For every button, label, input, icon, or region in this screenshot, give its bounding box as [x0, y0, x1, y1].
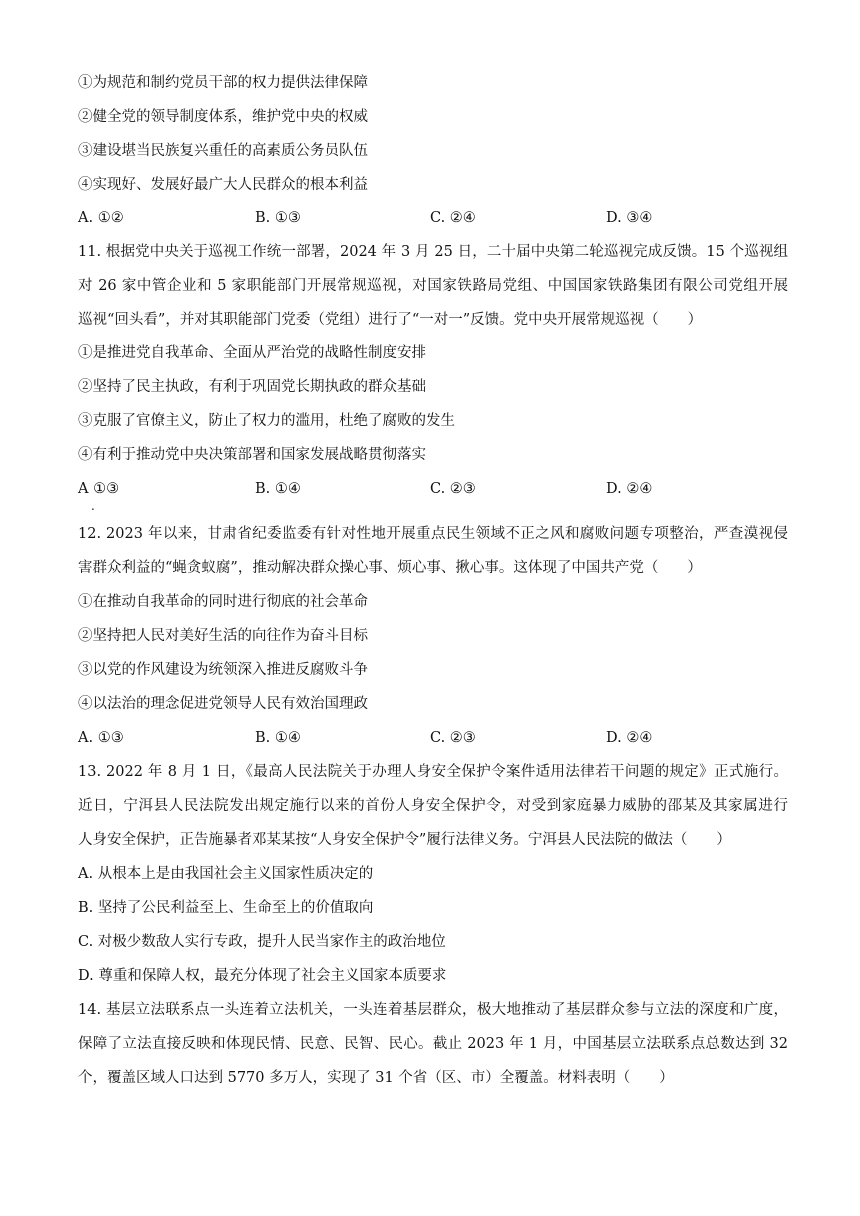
q13-stem-line-2: 近日，宁洱县人民法院发出规定施行以来的首份人身安全保护令，对受到家庭暴力威胁的邵某及其家属进行: [78, 798, 788, 814]
q11-item-3: ③克服了官僚主义，防止了权力的滥用，杜绝了腐败的发生: [78, 413, 455, 429]
q11-item-4: ④有利于推动党中央决策部署和国家发展战略贯彻落实: [78, 447, 426, 463]
q11-options: [78, 479, 798, 513]
q10-option-d[interactable]: D. ③④: [606, 210, 653, 226]
q12-stem-line-1: 12. 2023 年以来，甘肃省纪委监委有针对性地开展重点民生领域不正之风和腐败问题专项整治，严查漠视侵: [78, 526, 788, 542]
q14-stem-line-2: 保障了立法直接反映和体现民情、民意、民智、民心。截止 2023 年 1 月，中国基层立法联系点总数达到 32: [78, 1036, 788, 1052]
q10-item-1: ①为规范和制约党员干部的权力提供法律保障: [78, 75, 368, 91]
q13-stem-line-1: 13. 2022 年 8 月 1 日，《最高人民法院关于办理人身安全保护令案件适用法律若干问题的规定》正式施行。: [78, 764, 788, 780]
q12-item-4: ④以法治的理念促进党领导人民有效治国理政: [78, 696, 368, 712]
q13-choice-c[interactable]: C. 对极少数敌人实行专政，提升人民当家作主的政治地位: [78, 934, 446, 950]
q11-option-d[interactable]: D. ②④: [606, 481, 653, 497]
q12-item-1: ①在推动自我革命的同时进行彻底的社会革命: [78, 594, 368, 610]
q12-stem-line-2: 害群众利益的“蝇贪蚁腐”，推动解决群众操心事、烦心事、揪心事。这体现了中国共产党（ ）: [78, 560, 702, 576]
q12-options: [78, 728, 798, 748]
q12-option-a[interactable]: A. ①③: [78, 730, 124, 746]
q11-stem-line-2: 对 26 家中管企业和 5 家职能部门开展常规巡视，对国家铁路局党组、中国国家铁路集团有限公司党组开展: [78, 278, 788, 294]
q12-option-d[interactable]: D. ②④: [606, 730, 653, 746]
q11-stem-line-3: 巡视“回头看”，并对其职能部门党委（党组）进行了“一对一”反馈。党中央开展常规巡视（ ）: [78, 312, 703, 328]
q11-option-b[interactable]: B. ①④: [255, 481, 301, 497]
q13-choice-a[interactable]: A. 从根本上是由我国社会主义国家性质决定的: [78, 866, 374, 882]
q11-option-a[interactable]: A ①③: [78, 481, 120, 497]
q11-stem-line-1: 11. 根据党中央关于巡视工作统一部署，2024 年 3 月 25 日，二十届中央第二轮巡视完成反馈。15 个巡视组: [78, 244, 788, 260]
q13-stem-line-3: 人身安全保护，正告施暴者邓某某按“人身安全保护令”履行法律义务。宁洱县人民法院的做法（ ）: [78, 832, 731, 848]
q10-item-2: ②健全党的领导制度体系，维护党中央的权威: [78, 109, 368, 125]
q11-item-2: ②坚持了民主执政，有利于巩固党长期执政的群众基础: [78, 379, 426, 395]
q12-item-3: ③以党的作风建设为统领深入推进反腐败斗争: [78, 662, 368, 678]
q11-stray-mark: .: [91, 499, 95, 513]
q11-option-c[interactable]: C. ②③: [430, 481, 476, 497]
q10-item-3: ③建设堪当民族复兴重任的高素质公务员队伍: [78, 143, 368, 159]
q11-item-1: ①是推进党自我革命、全面从严治党的战略性制度安排: [78, 345, 426, 361]
q10-option-b[interactable]: B. ①③: [255, 210, 301, 226]
q10-item-4: ④实现好、发展好最广大人民群众的根本利益: [78, 177, 368, 193]
q13-choice-b[interactable]: B. 坚持了公民利益至上、生命至上的价值取向: [78, 900, 374, 916]
q14-stem-line-3: 个，覆盖区域人口达到 5770 多万人，实现了 31 个省（区、市）全覆盖。材料表明（ ）: [78, 1070, 674, 1086]
q12-option-c[interactable]: C. ②③: [430, 730, 476, 746]
q10-option-c[interactable]: C. ②④: [430, 210, 476, 226]
q13-choice-d[interactable]: D. 尊重和保障人权，最充分体现了社会主义国家本质要求: [78, 968, 447, 984]
q10-option-a[interactable]: A. ①②: [78, 210, 124, 226]
q10-options: [78, 208, 798, 228]
q12-item-2: ②坚持把人民对美好生活的向往作为奋斗目标: [78, 628, 368, 644]
q14-stem-line-1: 14. 基层立法联系点一头连着立法机关，一头连着基层群众，极大地推动了基层群众参与立法的深度和广度，: [78, 1002, 788, 1018]
q12-option-b[interactable]: B. ①④: [255, 730, 301, 746]
